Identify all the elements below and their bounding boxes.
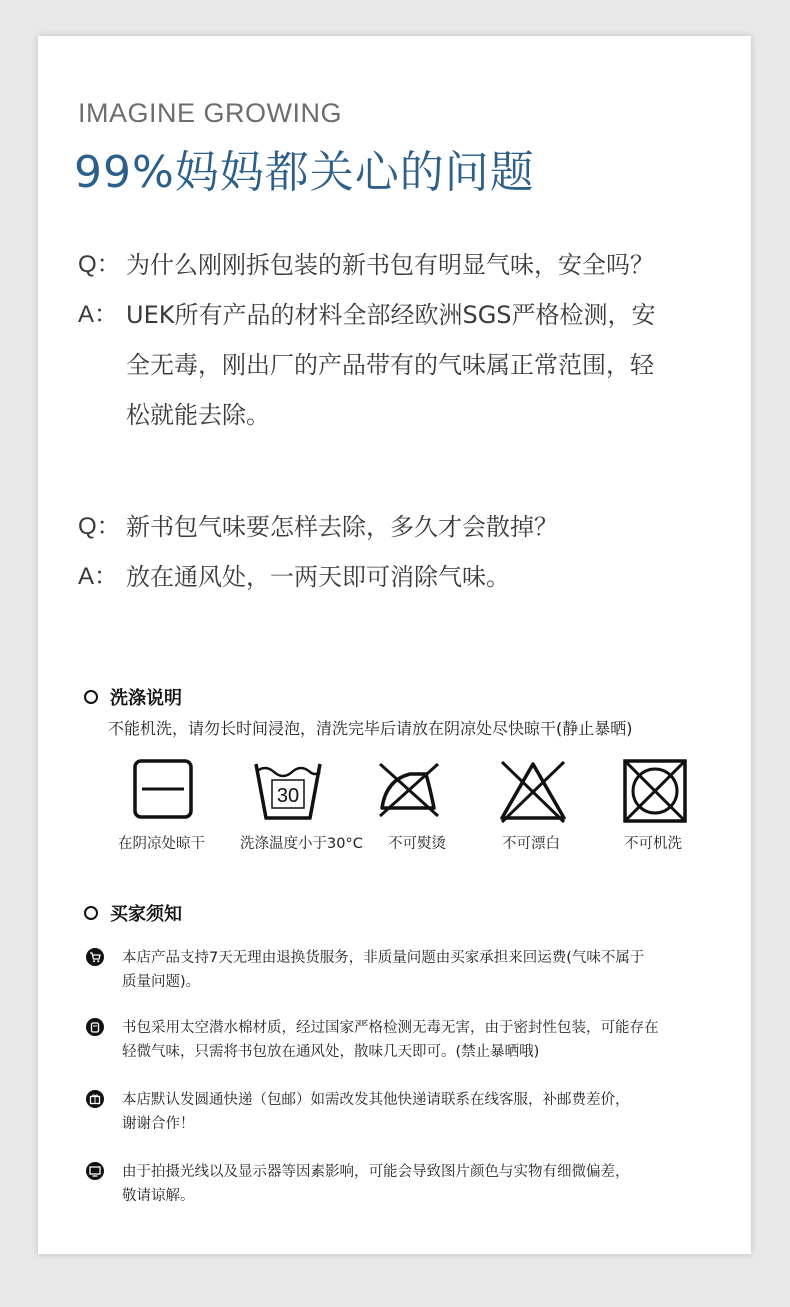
page-title: 99%妈妈都关心的问题 — [74, 147, 535, 198]
wash-description: 不能机洗，请勿长时间浸泡，清洗完毕后请放在阴凉处尽快晾干(静止暴晒) — [108, 719, 633, 738]
answer-line: 放在通风处，一两天即可消除气味。 — [126, 563, 510, 591]
answer-line: 松就能去除。 — [126, 401, 270, 429]
notice-line: 本店默认发圆通快递（包邮）如需改发其他快递请联系在线客服，补邮费差价， — [122, 1092, 630, 1108]
wash-icon-label: 在阴凉处晾干 — [118, 836, 205, 852]
bullet-ring-icon — [84, 906, 98, 920]
qa-block-1 — [78, 240, 718, 440]
wash-icon-label: 不可漂白 — [502, 836, 560, 852]
wash-icon-label: 不可熨烫 — [388, 836, 446, 852]
notice-line: 谢谢合作！ — [122, 1116, 195, 1132]
wash-icon-label: 洗涤温度小于30°C — [240, 836, 363, 852]
notice-line: 由于拍摄光线以及显示器等因素影响，可能会导致图片颜色与实物有细微偏差， — [122, 1164, 630, 1180]
package-icon — [86, 1090, 104, 1108]
buyer-section-title — [84, 900, 182, 926]
no-machine-wash-icon — [622, 758, 688, 828]
bag-icon — [86, 1018, 104, 1036]
no-iron-icon — [376, 758, 442, 824]
answer-row — [78, 552, 718, 602]
wash-section-title — [84, 684, 182, 710]
answer-label: A： — [78, 301, 119, 328]
wash-30-icon — [252, 758, 324, 828]
buyer-title-text: 买家须知 — [110, 904, 182, 925]
answer-label: A： — [78, 563, 119, 590]
wash-title-text: 洗涤说明 — [110, 688, 182, 709]
brand-title: IMAGINE GROWING — [78, 98, 342, 128]
notice-item — [86, 946, 726, 994]
notice-item — [86, 1088, 726, 1136]
question-label: Q： — [78, 251, 121, 278]
answer-line: 全无毒，刚出厂的产品带有的气味属正常范围，轻 — [126, 351, 654, 379]
question-label: Q： — [78, 513, 121, 540]
notice-item — [86, 1160, 726, 1208]
bullet-ring-icon — [84, 690, 98, 704]
question-row — [78, 502, 718, 552]
answer-row — [78, 290, 718, 340]
content-card — [38, 36, 751, 1254]
notice-line: 本店产品支持7天无理由退换货服务，非质量问题由买家承担来回运费(气味不属于 — [122, 950, 645, 966]
dry-flat-icon — [132, 758, 194, 824]
question-text: 为什么刚刚拆包装的新书包有明显气味，安全吗？ — [126, 251, 654, 279]
notice-item — [86, 1016, 726, 1064]
no-bleach-icon — [498, 758, 568, 828]
monitor-icon — [86, 1162, 104, 1180]
answer-line: UEK所有产品的材料全部经欧洲SGS严格检测，安 — [126, 301, 656, 329]
wash-icon-label: 不可机洗 — [624, 836, 682, 852]
notice-line: 书包采用太空潜水棉材质，经过国家严格检测无毒无害，由于密封性包装，可能存在 — [122, 1020, 659, 1036]
wash-temp-text: 30 — [276, 785, 300, 807]
question-text: 新书包气味要怎样去除，多久才会散掉？ — [126, 513, 558, 541]
notice-line: 敬请谅解。 — [122, 1188, 195, 1204]
notice-line: 轻微气味，只需将书包放在通风处，散味几天即可。(禁止暴晒哦) — [122, 1044, 540, 1060]
notice-line: 质量问题)。 — [122, 974, 201, 990]
cart-icon — [86, 948, 104, 966]
qa-block-2 — [78, 502, 718, 602]
question-row — [78, 240, 718, 290]
